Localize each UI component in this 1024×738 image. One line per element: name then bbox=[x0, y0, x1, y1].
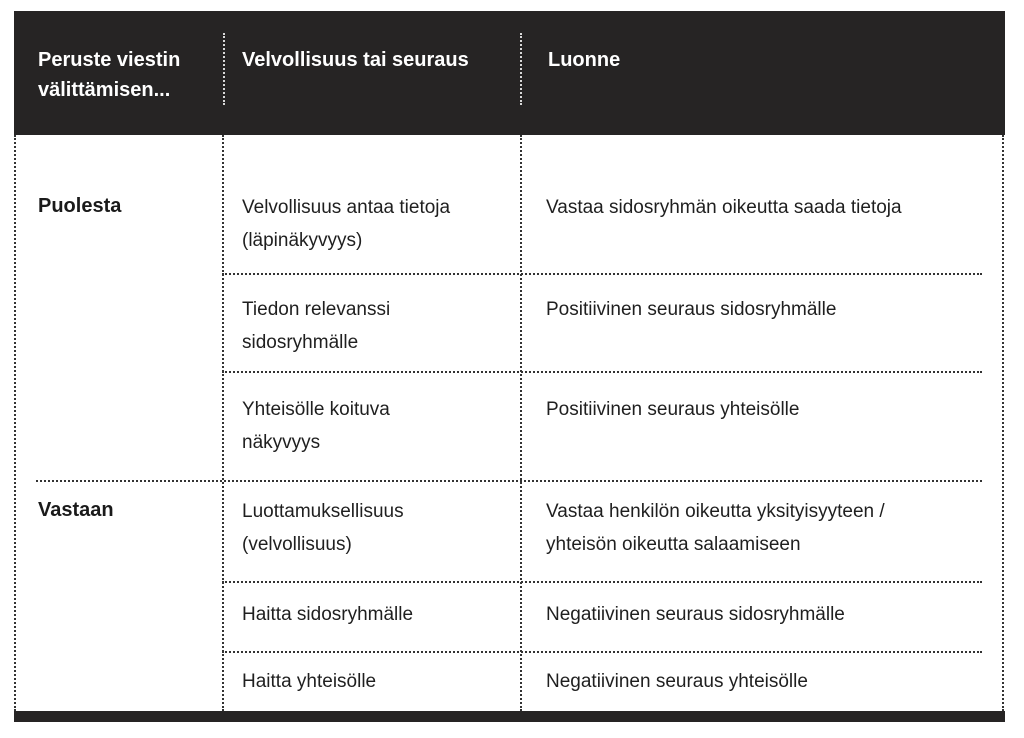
header-col-grounds-line1: Peruste viestin bbox=[38, 49, 181, 71]
table-row bbox=[242, 495, 512, 561]
nature-cell-line2: yhteisön oikeutta salaamiseen bbox=[546, 534, 801, 555]
column-divider bbox=[1002, 135, 1004, 711]
row-divider bbox=[222, 581, 982, 583]
nature-cell bbox=[546, 665, 986, 698]
obligation-cell-line2: (velvollisuus) bbox=[242, 534, 352, 555]
table-body bbox=[14, 135, 1005, 711]
table-row bbox=[242, 191, 512, 257]
group-label-against: Vastaan bbox=[38, 499, 114, 521]
obligation-cell-line1: Velvollisuus antaa tietoja bbox=[242, 197, 451, 218]
header-col-nature: Luonne bbox=[548, 49, 621, 71]
nature-cell-line1: Vastaa henkilön oikeutta yksityisyyteen / bbox=[546, 501, 885, 522]
obligation-cell-line1: Haitta sidosryhmälle bbox=[242, 604, 414, 625]
communication-grounds-table bbox=[14, 11, 1005, 722]
table-row bbox=[242, 393, 512, 459]
table-header bbox=[14, 11, 1005, 135]
nature-cell bbox=[546, 393, 986, 426]
column-divider bbox=[222, 135, 224, 711]
nature-cell-line1: Vastaa sidosryhmän oikeutta saada tietoja bbox=[546, 197, 902, 218]
table-row bbox=[242, 598, 512, 631]
obligation-cell-line1: Yhteisölle koituva bbox=[242, 399, 390, 420]
obligation-cell-line2: sidosryhmälle bbox=[242, 332, 359, 353]
obligation-cell-line1: Tiedon relevanssi bbox=[242, 299, 391, 320]
nature-cell-line1: Positiivinen seuraus yhteisölle bbox=[546, 399, 800, 420]
row-divider bbox=[222, 371, 982, 373]
obligation-cell-line2: näkyvyys bbox=[242, 432, 321, 453]
header-col-grounds bbox=[38, 45, 228, 105]
nature-cell-line1: Negatiivinen seuraus yhteisölle bbox=[546, 671, 808, 692]
nature-cell bbox=[546, 495, 991, 561]
row-divider bbox=[222, 273, 982, 275]
obligation-cell-line1: Luottamuksellisuus bbox=[242, 501, 404, 522]
column-divider bbox=[520, 135, 522, 711]
nature-cell-line1: Negatiivinen seuraus sidosryhmälle bbox=[546, 604, 845, 625]
row-divider bbox=[222, 651, 982, 653]
column-divider bbox=[14, 135, 16, 711]
table-footer-bar bbox=[14, 711, 1005, 722]
obligation-cell-line2: (läpinäkyvyys) bbox=[242, 230, 363, 251]
header-separator bbox=[223, 33, 225, 105]
nature-cell bbox=[546, 191, 986, 224]
table-row bbox=[242, 665, 512, 698]
obligation-cell-line1: Haitta yhteisölle bbox=[242, 671, 377, 692]
group-label-for: Puolesta bbox=[38, 195, 122, 217]
header-separator bbox=[520, 33, 522, 105]
nature-cell bbox=[546, 598, 986, 631]
header-col-grounds-line2: välittämisen... bbox=[38, 79, 171, 101]
group-divider bbox=[36, 480, 982, 482]
table-row bbox=[242, 293, 512, 359]
header-col-obligation: Velvollisuus tai seuraus bbox=[242, 49, 469, 71]
nature-cell-line1: Positiivinen seuraus sidosryhmälle bbox=[546, 299, 837, 320]
nature-cell bbox=[546, 293, 986, 326]
